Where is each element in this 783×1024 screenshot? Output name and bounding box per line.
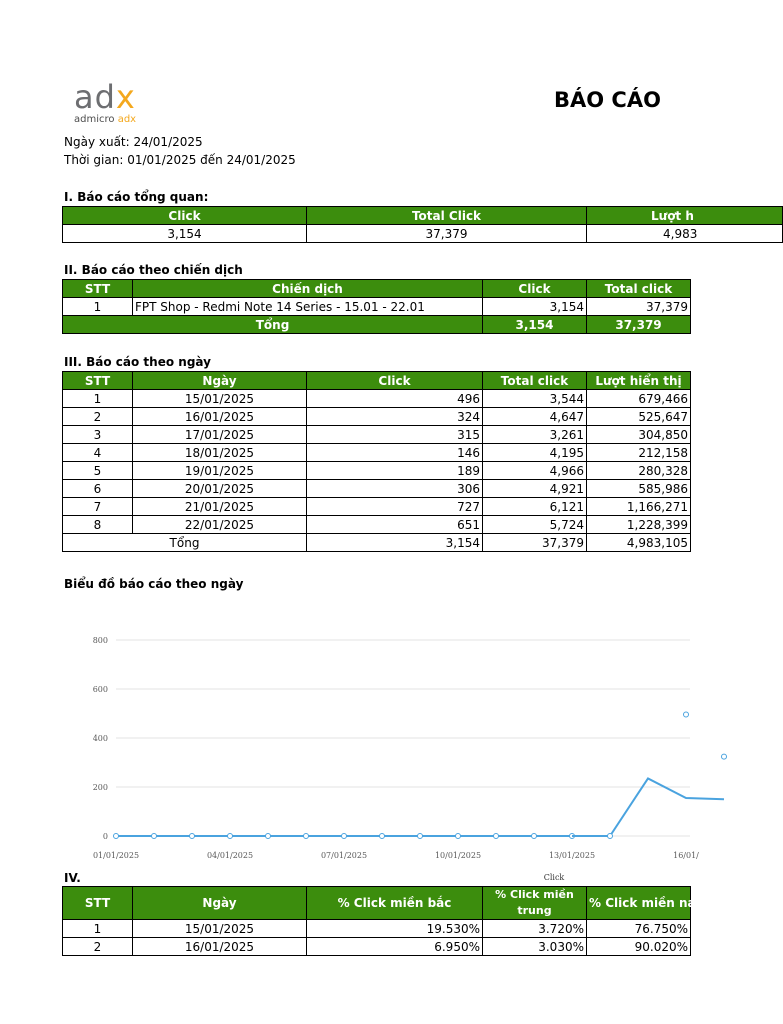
- table-cell: FPT Shop - Redmi Note 14 Series - 15.01 - 22.01: [133, 298, 483, 316]
- col-header: STT: [63, 372, 133, 390]
- table-cell: 17/01/2025: [133, 426, 307, 444]
- daily-table-body: [63, 390, 691, 534]
- table-cell: 5,724: [483, 516, 587, 534]
- table-cell: 2: [63, 938, 133, 956]
- chart-data-point: [608, 834, 613, 839]
- logo-sub-accent: adx: [117, 114, 137, 125]
- table-cell: 651: [307, 516, 483, 534]
- table-cell: 16/01/2025: [133, 408, 307, 426]
- table-row: [63, 462, 691, 480]
- chart-x-tick-label: 10/01/2025: [434, 851, 482, 860]
- table-header-row: [63, 372, 691, 390]
- table-row: [63, 298, 691, 316]
- table-cell: 3.030%: [483, 938, 587, 956]
- region-table-body: [63, 920, 691, 956]
- table-cell: 20/01/2025: [133, 480, 307, 498]
- chart-x-tick-label: 16/01/: [673, 851, 699, 860]
- table-cell: 37,379: [587, 298, 691, 316]
- section-overview-heading: I. Báo cáo tổng quan:: [64, 190, 209, 204]
- table-cell: 5: [63, 462, 133, 480]
- table-cell: 37,379: [307, 225, 587, 243]
- adx-logo: [74, 78, 136, 116]
- col-header: Click: [63, 207, 307, 225]
- total-label: Tổng: [63, 316, 483, 334]
- table-cell: 1: [63, 920, 133, 938]
- total-click: 3,154: [483, 316, 587, 334]
- table-cell: 21/01/2025: [133, 498, 307, 516]
- table-header-row: [63, 280, 691, 298]
- table-cell: 315: [307, 426, 483, 444]
- col-header: % Click miền bắc: [307, 887, 483, 920]
- table-row: [63, 516, 691, 534]
- table-cell: 15/01/2025: [133, 390, 307, 408]
- table-header-row: [63, 207, 783, 225]
- logo-x-letter: x: [115, 78, 136, 116]
- col-header: Total Click: [307, 207, 587, 225]
- table-row: [63, 225, 783, 243]
- chart-data-point: [380, 834, 385, 839]
- table-total-row: [63, 316, 691, 334]
- table-cell: 4,966: [483, 462, 587, 480]
- chart-data-point: [190, 834, 195, 839]
- col-header: Chiến dịch: [133, 280, 483, 298]
- table-cell: 6.950%: [307, 938, 483, 956]
- table-cell: 525,647: [587, 408, 691, 426]
- total-label: Tổng: [63, 534, 307, 552]
- col-header: Ngày: [133, 887, 307, 920]
- table-cell: 3,154: [63, 225, 307, 243]
- table-cell: 22/01/2025: [133, 516, 307, 534]
- chart-y-tick-label: 800: [92, 636, 108, 645]
- table-cell: 16/01/2025: [133, 938, 307, 956]
- chart-data-point: [722, 754, 727, 759]
- total-click: 3,154: [307, 534, 483, 552]
- table-cell: 496: [307, 390, 483, 408]
- chart-y-tick-label: 200: [92, 783, 108, 792]
- col-header: Lượt h: [587, 207, 783, 225]
- chart-data-point: [304, 834, 309, 839]
- region-table: [62, 886, 709, 956]
- col-header: Click: [307, 372, 483, 390]
- total-impressions: 4,983,105: [587, 534, 691, 552]
- daily-table: [62, 371, 691, 552]
- table-cell: 3: [63, 426, 133, 444]
- table-cell: 3,261: [483, 426, 587, 444]
- col-header: STT: [63, 280, 133, 298]
- logo-main-text: ad: [74, 78, 116, 116]
- chart-data-point: [456, 834, 461, 839]
- table-row: [63, 920, 691, 938]
- table-row: [63, 938, 691, 956]
- chart-data-point: [266, 834, 271, 839]
- table-cell: 212,158: [587, 444, 691, 462]
- table-cell: 280,328: [587, 462, 691, 480]
- table-cell: 15/01/2025: [133, 920, 307, 938]
- col-header: Total click: [483, 372, 587, 390]
- table-cell: 4,983: [587, 225, 783, 243]
- table-row: [63, 390, 691, 408]
- report-title: BÁO CÁO: [554, 88, 661, 112]
- total-total-click: 37,379: [483, 534, 587, 552]
- section-daily-heading: III. Báo cáo theo ngày: [64, 355, 211, 369]
- table-cell: 679,466: [587, 390, 691, 408]
- chart-x-tick-label: 13/01/2025: [548, 851, 596, 860]
- table-cell: 1: [63, 390, 133, 408]
- chart-heading: Biểu đồ báo cáo theo ngày: [64, 577, 244, 591]
- col-header: % Click miền trung: [483, 887, 587, 920]
- chart-y-tick-label: 600: [92, 685, 108, 694]
- table-cell: 1,228,399: [587, 516, 691, 534]
- col-header: Ngày: [133, 372, 307, 390]
- table-cell: 8: [63, 516, 133, 534]
- chart-svg: [84, 628, 699, 882]
- table-cell: 19.530%: [307, 920, 483, 938]
- table-cell: 76.750%: [587, 920, 691, 938]
- table-total-row: [63, 534, 691, 552]
- table-cell: 324: [307, 408, 483, 426]
- table-cell: 4,195: [483, 444, 587, 462]
- table-cell: 146: [307, 444, 483, 462]
- table-cell: 1: [63, 298, 133, 316]
- table-cell: 3,544: [483, 390, 587, 408]
- overview-table-clip: [62, 206, 698, 246]
- col-header: Lượt hiển thị: [587, 372, 691, 390]
- col-header: % Click miền nam: [587, 887, 691, 920]
- export-date: Ngày xuất: 24/01/2025: [64, 135, 203, 149]
- chart-x-tick-label: 01/01/2025: [92, 851, 140, 860]
- chart-legend-label: Click: [543, 873, 565, 882]
- table-cell: 306: [307, 480, 483, 498]
- table-cell: 18/01/2025: [133, 444, 307, 462]
- chart-data-point: [494, 834, 499, 839]
- table-cell: 3,154: [483, 298, 587, 316]
- table-row: [63, 480, 691, 498]
- chart-data-point: [114, 834, 119, 839]
- chart-x-tick-label: 07/01/2025: [320, 851, 368, 860]
- chart-x-tick-label: 04/01/2025: [206, 851, 254, 860]
- total-total-click: 37,379: [587, 316, 691, 334]
- section-campaign-heading: II. Báo cáo theo chiến dịch: [64, 263, 243, 277]
- chart-data-point: [152, 834, 157, 839]
- table-cell: 4: [63, 444, 133, 462]
- table-row: [63, 426, 691, 444]
- col-header: STT: [63, 887, 133, 920]
- table-cell: 3.720%: [483, 920, 587, 938]
- table-cell: 4,647: [483, 408, 587, 426]
- logo-subtitle: [74, 114, 136, 125]
- table-cell: 6,121: [483, 498, 587, 516]
- table-cell: 90.020%: [587, 938, 691, 956]
- section4-heading: IV.: [64, 871, 81, 885]
- table-cell: 585,986: [587, 480, 691, 498]
- logo-sub-left: admicro: [74, 114, 118, 125]
- table-cell: 189: [307, 462, 483, 480]
- chart-data-point: [418, 834, 423, 839]
- table-cell: 727: [307, 498, 483, 516]
- table-cell: 2: [63, 408, 133, 426]
- table-row: [63, 408, 691, 426]
- table-cell: 19/01/2025: [133, 462, 307, 480]
- table-row: [63, 444, 691, 462]
- table-row: [63, 498, 691, 516]
- chart-data-point: [228, 834, 233, 839]
- table-cell: 6: [63, 480, 133, 498]
- campaign-table: [62, 279, 691, 334]
- table-cell: 4,921: [483, 480, 587, 498]
- chart-y-tick-label: 400: [92, 734, 108, 743]
- chart-data-point: [342, 834, 347, 839]
- daily-click-chart: [84, 628, 699, 882]
- table-cell: 304,850: [587, 426, 691, 444]
- chart-data-point: [684, 712, 689, 717]
- chart-y-tick-label: 0: [102, 832, 108, 841]
- report-period: Thời gian: 01/01/2025 đến 24/01/2025: [64, 153, 296, 167]
- overview-table: [62, 206, 783, 243]
- table-header-row: [63, 887, 691, 920]
- table-cell: 7: [63, 498, 133, 516]
- chart-data-point: [532, 834, 537, 839]
- col-header: Click: [483, 280, 587, 298]
- table-cell: 1,166,271: [587, 498, 691, 516]
- col-header: Total click: [587, 280, 691, 298]
